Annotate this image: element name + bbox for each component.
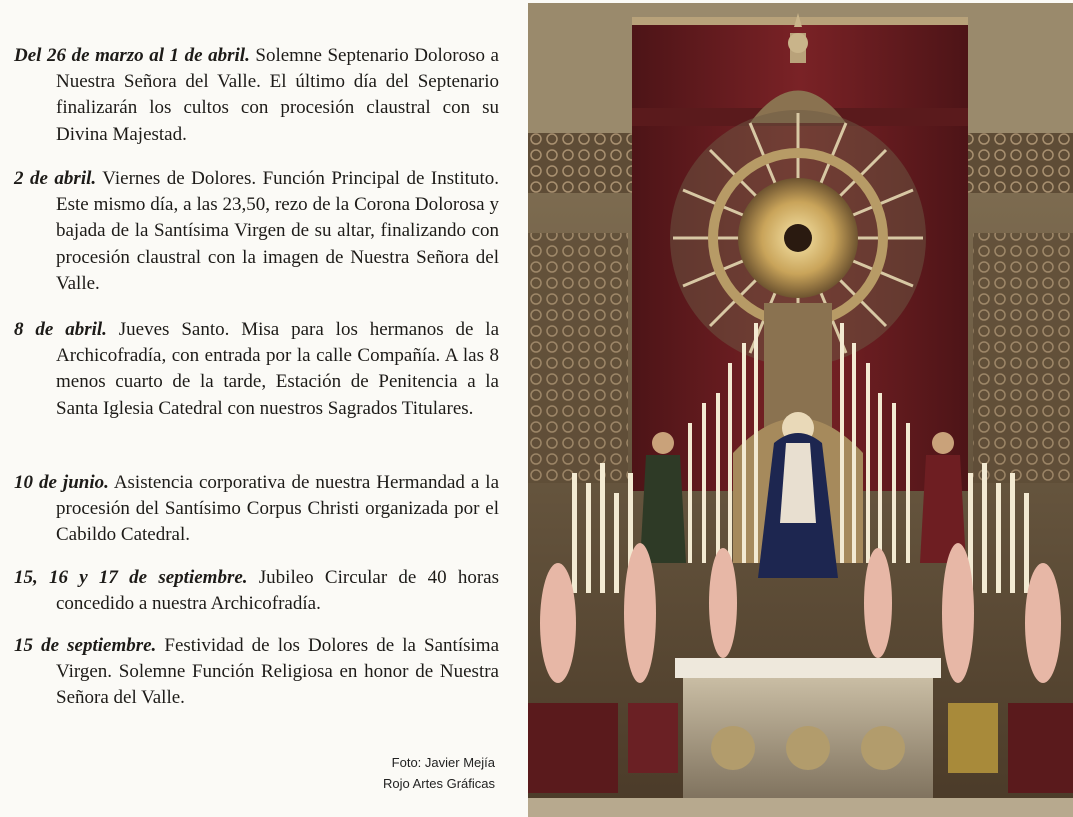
entry-date: 8 de abril. <box>14 319 107 340</box>
printer-credit: Rojo Artes Gráficas <box>383 776 495 791</box>
entry-viernes-dolores <box>14 166 499 297</box>
entry-date: 15 de septiembre. <box>14 635 157 656</box>
schedule-column <box>0 0 522 817</box>
entry-date: 2 de abril. <box>14 168 97 189</box>
altar-photo <box>528 3 1073 817</box>
entry-date: 10 de junio. <box>14 472 109 493</box>
entry-date: Del 26 de marzo al 1 de abril. <box>14 45 250 66</box>
entry-text: Jueves Santo. Misa para los hermanos de la Archicofradía, con entrada por la calle Compañía. A las 8 menos cuarto de la tarde, Estación de Penitencia a la Santa Iglesia Catedral con nuestros Sagrados Titulares. <box>56 319 500 419</box>
entry-text: Asistencia corporativa de nuestra Hermandad a la procesión del Santísimo Corpus Christi organizada por el Cabildo Catedral. <box>56 472 500 546</box>
entry-festividad <box>14 633 499 712</box>
entry-septenario <box>14 43 499 148</box>
photo-credits <box>383 752 495 794</box>
entry-text: Solemne Septenario Doloroso a Nuestra Señora del Valle. El último día del Septenario finalizarán los cultos con procesión claustral con su Divina Majestad. <box>56 45 499 145</box>
entry-text: Jubileo Circular de 40 horas concedido a nuestra Archicofradía. <box>56 567 499 615</box>
altar-table-icon <box>675 658 941 803</box>
entry-jueves-santo <box>14 317 499 422</box>
altar-illustration <box>528 3 1073 817</box>
entry-text: Viernes de Dolores. Función Principal de Instituto. Este mismo día, a las 23,50, rezo de la Corona Dolorosa y bajada de la Santísima Virgen de su altar, finalizando con procesión claustral con la imagen de Nuestra Señora del Valle. <box>56 168 499 294</box>
entry-date: 15, 16 y 17 de septiembre. <box>14 567 248 588</box>
entry-jubileo <box>14 565 499 617</box>
entry-text: Festividad de los Dolores de la Santísima Virgen. Solemne Función Religiosa en honor de Nuestra Señora del Valle. <box>56 635 500 709</box>
entry-corpus-christi <box>14 470 499 549</box>
photo-credit: Foto: Javier Mejía <box>391 755 495 770</box>
